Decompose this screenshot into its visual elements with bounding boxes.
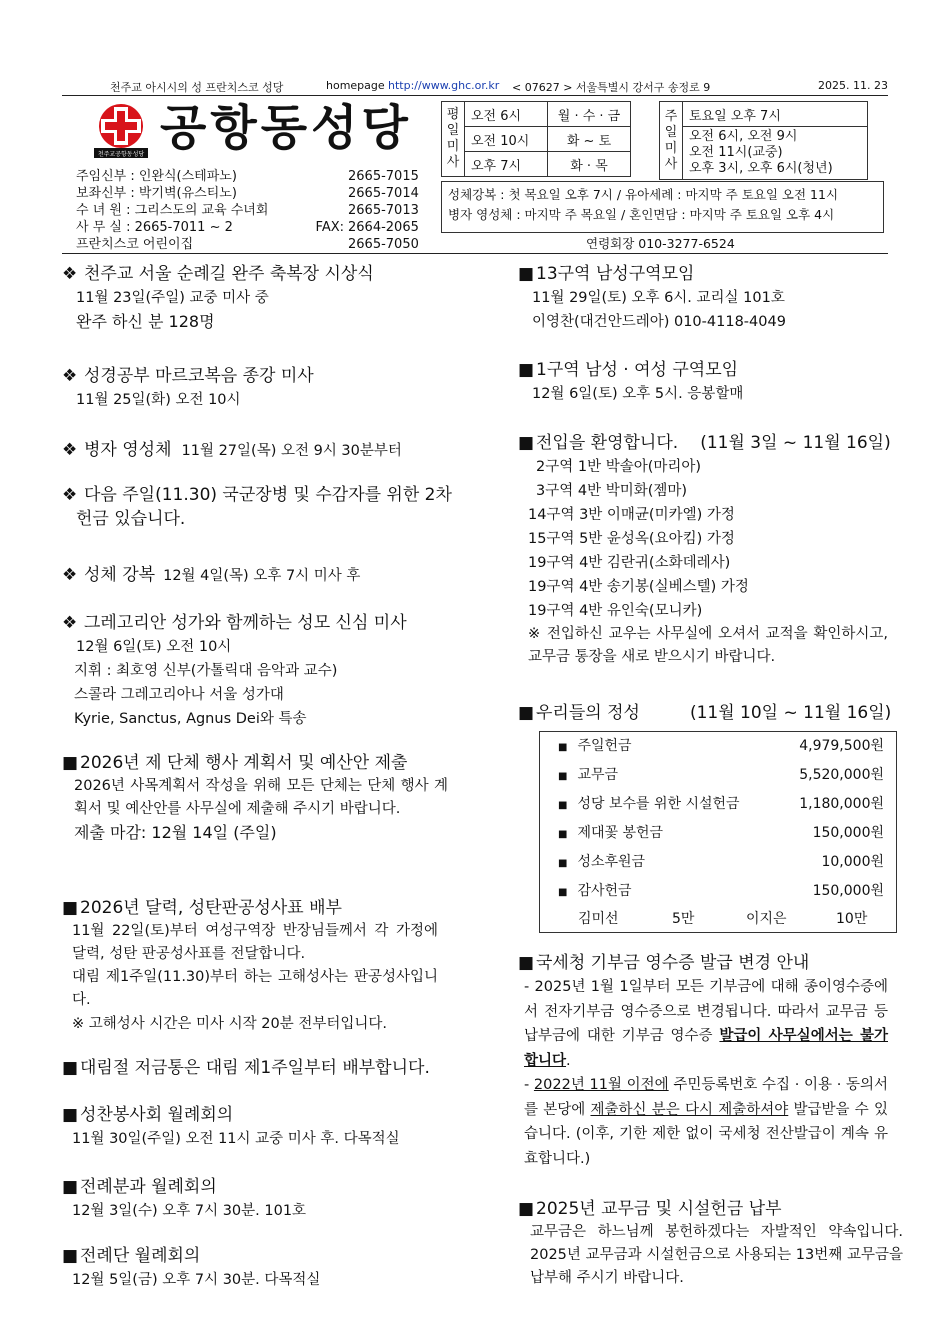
list-item: 19구역 4반 유인숙(모니카) [528, 603, 703, 619]
weekday-mass-label: 평일미사 [442, 102, 465, 177]
notice-district13: ■ 13구역 남성구역모임 11월 29일(토) 오후 6시. 교리실 101호 이영찬(대건안드레아) 010-4118-4049 [518, 264, 786, 330]
square-icon: ■ [62, 898, 79, 918]
issue-date: 2025. 11. 23 [818, 79, 888, 92]
square-icon: ■ [558, 887, 568, 898]
square-icon: ■ [62, 1058, 79, 1078]
square-icon: ■ [558, 829, 568, 840]
square-icon: ■ [518, 1199, 535, 1219]
square-icon: ■ [558, 742, 568, 753]
weekday-mass-table [441, 101, 631, 177]
notice-welcome: ■ 전입을 환영합니다. (11월 3일 ~ 11월 16일) 2구역 1반 박솔아(마리아) 3구역 4반 박미화(젬마) 14구역 3반 이매균(미카엘) 가정 15구역 5반 윤성옥(요아킴) 가정 19구역 4반 김란귀(소화데레사) 19구역 4반 송기봉(실베스텔) 가정 19구역 4반 유인숙(모니카) ※ 전입하신 교우는 사무실에 오셔서 교적을 확인하시고, 교무금 통장을 새로 받으시기 바랍니다. [518, 431, 888, 669]
square-icon: ■ [62, 1246, 79, 1266]
diamond-icon: ❖ [62, 613, 78, 633]
list-item: 19구역 4반 송기봉(실베스텔) 가정 [528, 579, 749, 595]
mass-time: 오전 10시 [465, 127, 548, 152]
address: < 07627 > 서울특별시 강서구 송정로 9 [512, 81, 711, 94]
square-icon: ■ [518, 360, 535, 380]
list-item: 3구역 4반 박미화(젬마) [536, 483, 688, 499]
square-icon: ■ [558, 800, 568, 811]
table-row: ■ 교무금 5,520,000원 [558, 767, 884, 783]
parish-logo-icon [90, 102, 152, 160]
square-icon: ■ [518, 703, 535, 723]
notice-benediction: ❖ 성체 강복 12월 4일(목) 오후 7시 미사 후 [62, 565, 361, 585]
staff-row: 보좌신부 : 박기벽(유스티노) 2665-7014 [76, 186, 419, 201]
notice-liturgy-meeting: ■ 전례분과 월례회의 12월 3일(수) 오후 7시 30분. 101호 [62, 1177, 307, 1219]
mass-days: 화 · 목 [548, 152, 631, 177]
table-row: ■ 성당 보수를 위한 시설헌금 1,180,000원 [558, 796, 884, 812]
diamond-icon: ❖ [62, 485, 78, 505]
list-item: 15구역 5반 윤성옥(요아킴) 가정 [528, 531, 735, 547]
square-icon: ■ [518, 433, 535, 453]
mass-time: 오전 6시 [465, 102, 548, 127]
table-row: ■ 주일헌금 4,979,500원 [558, 738, 884, 754]
square-icon: ■ [558, 771, 568, 782]
square-icon: ■ [518, 953, 535, 973]
sunday-mass-times: 오전 6시, 오전 9시 오전 11시(교중) 오후 3시, 오후 6시(청년) [683, 127, 868, 180]
square-icon: ■ [518, 264, 535, 284]
notice-pilgrimage: ❖ 천주교 서울 순례길 완주 축복장 시상식 11월 23일(주일) 교중 미사 중 완주 하신 분 128명 [62, 264, 374, 331]
sacrament-info-box: 성체강복 : 첫 목요일 오후 7시 / 유아세례 : 마지막 주 토요일 오전 11시 병자 영성체 : 마지막 주 목요일 / 혼인면담 : 마지막 주 토요일 오후 4시 [441, 181, 884, 233]
notice-district1: ■ 1구역 남성 · 여성 구역모임 12월 6일(토) 오후 5시. 응봉할매 [518, 360, 744, 402]
mass-days: 월 · 수 · 금 [548, 102, 631, 127]
notice-gregorian-mass: ❖ 그레고리안 성가와 함께하는 성모 신심 미사 12월 6일(토) 오전 10시 지휘 : 최호영 신부(가톨릭대 음악과 교수) 스콜라 그레고리아나 서울 성가대 Kyrie, Sanctus, Agnus Dei와 특송 [62, 613, 407, 727]
notice-dues: ■ 2025년 교무금 및 시설헌금 납부 교무금은 하느님께 봉헌하겠다는 자발적인 약속입니다. 2025년 교무금과 시설헌금으로 사용되는 13번째 교무금을 납부해 주시기 바랍니다. [518, 1199, 903, 1286]
table-row: ■ 성소후원금 10,000원 [558, 854, 884, 870]
notice-liturgy-team-meeting: ■ 전례단 월례회의 12월 5일(금) 오후 7시 30분. 다목적실 [62, 1246, 321, 1288]
staff-row: 수 녀 원 : 그리스도의 교육 수녀회 2665-7013 [76, 203, 419, 218]
notice-second-collection: ❖ 다음 주일(11.30) 국군장병 및 수감자를 위한 2차 헌금 있습니다. [62, 485, 452, 529]
parish-name: 공항동성당 [160, 100, 412, 156]
staff-row: 주임신부 : 인완식(스테파노) 2665-7015 [76, 169, 419, 184]
offerings-table [539, 731, 897, 933]
mass-days: 화 ~ 토 [548, 127, 631, 152]
staff-list [76, 168, 419, 253]
square-icon: ■ [558, 858, 568, 869]
notice-sick-communion: ❖ 병자 영성체 11월 27일(목) 오전 9시 30분부터 [62, 440, 402, 460]
square-icon: ■ [62, 753, 79, 773]
sunday-mass-label: 주일미사 [660, 102, 683, 180]
funeral-contact: 연령회장 010-3277-6524 [586, 236, 735, 251]
table-row: ■ 제대꽃 봉헌금 150,000원 [558, 825, 884, 841]
diamond-icon: ❖ [62, 565, 78, 585]
notice-eucharist-meeting: ■ 성찬봉사회 월례회의 11월 30일(주일) 오전 11시 교중 미사 후. 다목적실 [62, 1105, 400, 1147]
offerings-heading: ■ 우리들의 정성 (11월 10일 ~ 11월 16일) [518, 703, 892, 723]
notice-plan-submission: ■ 2026년 제 단체 행사 계획서 및 예산안 제출 2026년 사목계획서 작성을 위해 모든 단체는 단체 행사 계획서 및 예산안를 사무실에 제출해 주시기 바랍니다. 제출 마감: 12월 14일 (주일) [62, 753, 448, 842]
diamond-icon: ❖ [62, 440, 78, 460]
list-item: 19구역 4반 김란귀(소화데레사) [528, 555, 731, 571]
welcome-note: ※ 전입하신 교우는 사무실에 오셔서 교적을 확인하시고, 교무금 통장을 새로 받으시기 바랍니다. [528, 626, 888, 665]
logo-caption: 천주교공항동성당 [97, 151, 145, 158]
square-icon: ■ [62, 1105, 79, 1125]
list-item: 14구역 3반 이매균(미카엘) 가정 [528, 507, 735, 523]
notice-calendar: ■ 2026년 달력, 성탄판공성사표 배부 11월 22일(토)부터 여성구역장 반장님들께서 각 가정에 달력, 성탄 판공성사표를 전달합니다. 대림 제1주일(11.30)부터 하는 고해성사는 판공성사입니다. ※ 고해성사 시간은 미사 시작 20분 전부터입니다. [62, 898, 438, 1032]
saturday-mass: 토요일 오후 7시 [683, 102, 868, 127]
church-line: 천주교 아시시의 성 프란치스코 성당 [110, 81, 284, 94]
header-bottom-rule [62, 253, 888, 254]
table-row: ■ 감사헌금 150,000원 [558, 883, 884, 899]
donor-row: 김미선 5만 이지은 10만 [578, 911, 868, 927]
notice-advent-box: ■ 대림절 저금통은 대림 제1주일부터 배부합니다. [62, 1058, 430, 1078]
homepage-link[interactable]: http://www.ghc.or.kr [388, 79, 500, 92]
list-item: 2구역 1반 박솔아(마리아) [536, 459, 702, 475]
mass-time: 오후 7시 [465, 152, 548, 177]
notice-tax-receipt: ■ 국세청 기부금 영수증 발급 변경 안내 - 2025년 1월 1일부터 모든 기부금에 대해 종이영수증에서 전자기부금 영수증으로 변경됩니다. 따라서 교무금 등 납부금에 대한 기부금 영수증 발급이 사무실에서는 불가합니다. - 2022년 11월 이전에 주민등록번호 수집 · 이용 · 동의서를 본당에 제출하신 분은 다시 제출하셔야 발급받을 수 있습니다. (이후, 기한 제한 없이 국세청 전산발급이 계속 유효합니다.) [518, 953, 889, 1167]
diamond-icon: ❖ [62, 264, 78, 284]
sunday-mass-table [659, 101, 868, 180]
square-icon: ■ [62, 1177, 79, 1197]
notice-bible-study: ❖ 성경공부 마르코복음 종강 미사 11월 25일(화) 오전 10시 [62, 366, 314, 408]
staff-row: 사 무 실 : 2665-7011 ~ 2 FAX: 2664-2065 [76, 220, 419, 235]
staff-row: 프란치스코 어린이집 2665-7050 [76, 237, 419, 252]
diamond-icon: ❖ [62, 366, 78, 386]
homepage-label: homepage [326, 79, 385, 92]
